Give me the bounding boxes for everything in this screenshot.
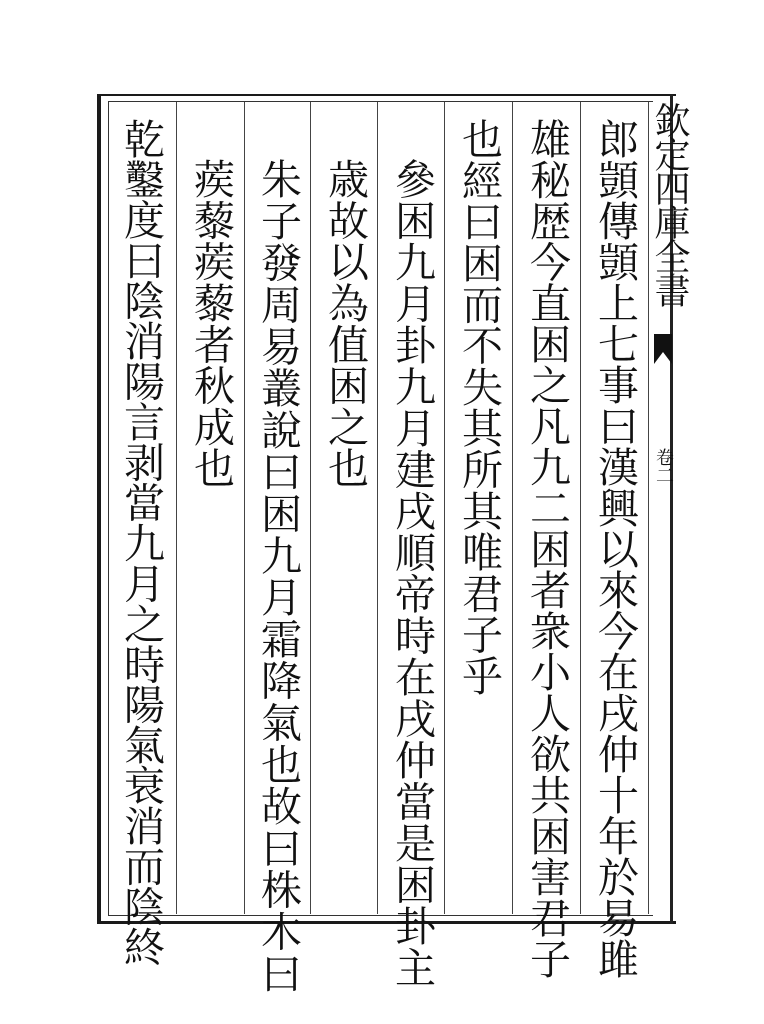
column-divider bbox=[512, 102, 513, 914]
column-divider bbox=[444, 102, 445, 914]
column-divider bbox=[244, 102, 245, 914]
text-column-4: 參困九月卦九月建戌順帝時在戌仲當是困卦主 bbox=[388, 158, 436, 988]
text-column-5: 歳故以為值困之也 bbox=[321, 158, 369, 489]
juan-number: 卷二 bbox=[653, 448, 674, 484]
text-column-8: 乾鑿度曰陰消陽言剥當九月之時陽氣衰消而陰終 bbox=[117, 118, 165, 967]
text-column-6: 朱子發周易叢說曰困九月霜降氣也故曰株木曰 bbox=[254, 158, 302, 994]
text-column-2: 雄秘歴今直困之凡九二困者衆小人欲共困害君子 bbox=[523, 118, 571, 979]
text-column-3: 也經曰困而不失其所其唯君子乎 bbox=[455, 118, 503, 697]
column-divider bbox=[580, 102, 581, 914]
text-column-1: 郎顗傳顗上七事曰漢興以來今在戌仲十年於易雎 bbox=[591, 118, 639, 979]
text-column-7: 蒺藜蒺藜者秋成也 bbox=[187, 158, 235, 489]
column-divider bbox=[310, 102, 311, 914]
book-title: 欽定四庫全書 bbox=[649, 102, 690, 306]
column-divider bbox=[176, 102, 177, 914]
column-divider bbox=[377, 102, 378, 914]
